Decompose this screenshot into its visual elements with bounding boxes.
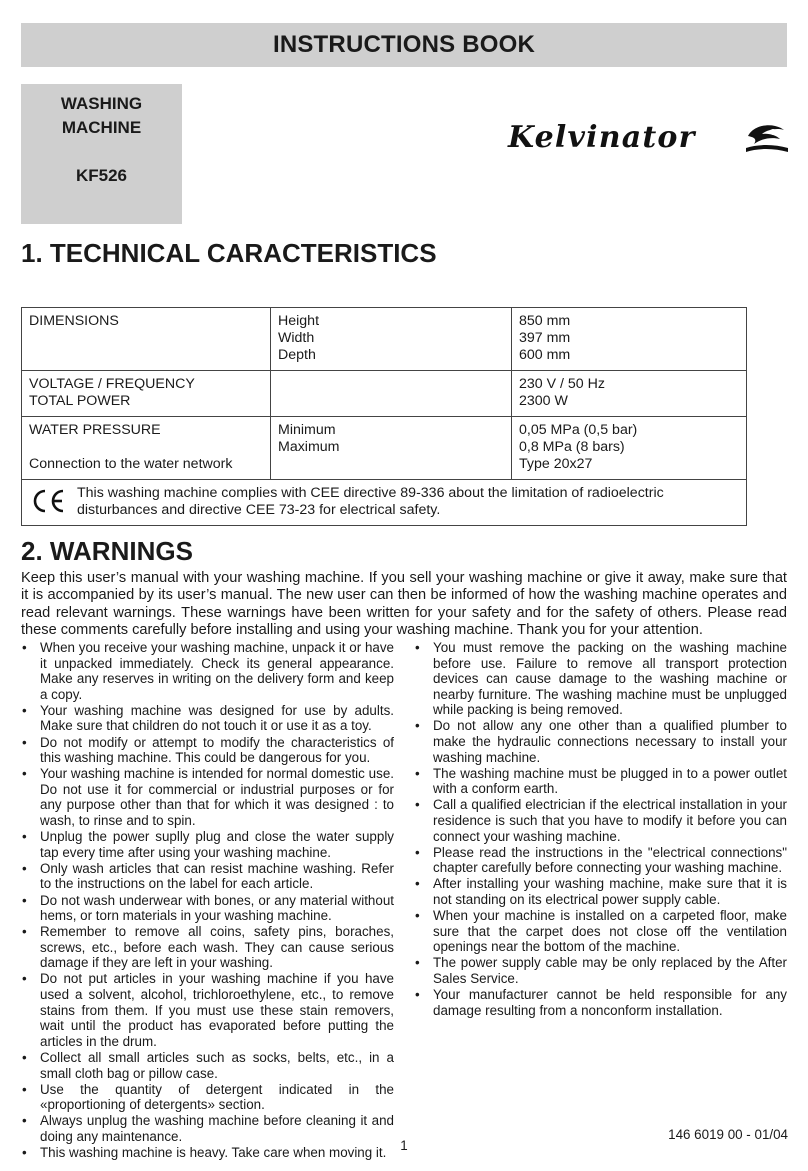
- page-number: 1: [400, 1138, 408, 1153]
- bullet-icon: •: [22, 702, 27, 718]
- warning-item: [414, 876, 787, 907]
- spec-line: DIMENSIONS: [29, 313, 119, 329]
- warning-text: Please read the instructions in the "electrical connections" chapter carefully before connecting your washing machine.: [433, 844, 787, 876]
- warning-item: [414, 797, 787, 844]
- warning-text: Call a qualified electrician if the electrical installation in your residence is such that you have to modify it before you can connect your washing machine.: [433, 797, 787, 844]
- spec-cell: [271, 308, 512, 371]
- spec-line: Maximum: [278, 439, 340, 455]
- spec-cell: [271, 417, 512, 480]
- spec-line: VOLTAGE / FREQUENCY: [29, 376, 195, 392]
- spec-line: 0,05 MPa (0,5 bar): [519, 422, 638, 438]
- bullet-icon: •: [415, 987, 420, 1003]
- spec-cell: [271, 371, 512, 417]
- model-line-1: WASHING: [60, 94, 143, 113]
- section-title-technical: 1. TECHNICAL CARACTERISTICS: [21, 238, 437, 268]
- model-code: KF526: [75, 166, 128, 185]
- kelvinator-emblem-icon: [744, 122, 790, 156]
- ce-row: [22, 480, 747, 526]
- warning-text: When your machine is installed on a carpeted floor, make sure that the carpet does not close off the ventilation openings near the bottom of the machine.: [433, 908, 787, 955]
- warning-item: [21, 829, 394, 860]
- warning-text: After installing your washing machine, make sure that it is not standing on its electrical power supply cable.: [433, 876, 787, 907]
- warning-text: This washing machine is heavy. Take care when moving it.: [40, 1145, 387, 1160]
- ce-compliance-note: This washing machine complies with CEE directive 89-336 about the limitation of radioelectric disturbances and directive CEE 73-23 for electrical safety.: [77, 485, 664, 518]
- bullet-icon: •: [22, 640, 27, 655]
- warning-text: Your manufacturer cannot be held responsible for any damage resulting from a nonconform installation.: [433, 987, 787, 1018]
- warnings-left-column: [21, 640, 394, 1161]
- warning-text: Only wash articles that can resist machine washing. Refer to the instructions on the label for each article.: [40, 860, 394, 892]
- spec-line: 2300 W: [519, 393, 568, 409]
- spec-cell: [512, 371, 747, 417]
- document-reference: 146 6019 00 - 01/04: [668, 1127, 788, 1142]
- bullet-icon: •: [415, 844, 420, 860]
- warnings-right-column: [414, 640, 787, 1019]
- spec-line: Type 20x27: [519, 456, 593, 472]
- bullet-icon: •: [22, 1049, 27, 1065]
- warning-item: [21, 1082, 394, 1113]
- warning-item: [21, 703, 394, 734]
- warning-text: The washing machine must be plugged in to a power outlet with a conform earth.: [433, 765, 787, 797]
- warning-item: [414, 987, 787, 1018]
- warning-item: [21, 971, 394, 1049]
- spec-line: Depth: [278, 347, 316, 363]
- bullet-icon: •: [22, 971, 27, 987]
- document-title: INSTRUCTIONS BOOK: [272, 31, 536, 58]
- warning-text: Your washing machine is intended for normal domestic use. Do not use it for commercial or industrial purposes or for any purpose other than that for which it was designed : to wash, to rinse and to spin.: [40, 766, 394, 829]
- spec-cell: [22, 308, 271, 371]
- warning-text: You must remove the packing on the washing machine before use. Failure to remove all transport protection devices can cause damage to the washing machine or nearby furniture. The washing machine must be unplugged while packing is being removed.: [433, 640, 787, 718]
- warning-item: [414, 955, 787, 986]
- warnings-intro: Keep this user’s manual with your washing machine. If you sell your washing machine or give it away, make sure that it is accompanied by its user’s manual. The new user can then be informed of how the washing machine operates and read relevant warnings. These warnings have been written for your safety and for the safety of others. Please read these comments carefully before installing and using your washing machine. Thank you for your attention.: [21, 570, 787, 638]
- warning-text: Your washing machine was designed for use by adults. Make sure that children do not touch it or use it as a toy.: [40, 702, 394, 734]
- model-line-2: MACHINE: [61, 118, 142, 137]
- warning-item: [414, 766, 787, 797]
- spec-cell: [22, 417, 271, 480]
- spec-line: Width: [278, 330, 315, 346]
- warning-item: [414, 640, 787, 718]
- warning-text: Use the quantity of detergent indicated in the «proportioning of detergents» section.: [40, 1081, 394, 1113]
- spec-line: [29, 439, 263, 456]
- warning-text: The power supply cable may be only replaced by the After Sales Service.: [433, 955, 787, 986]
- warning-text: Unplug the power suplly plug and close the water supply tap every time after using your washing machine.: [40, 829, 394, 860]
- spec-line: Connection to the water network: [29, 456, 233, 472]
- brand-logo: [508, 118, 790, 162]
- header-bar: [21, 23, 787, 67]
- spec-line: 600 mm: [519, 347, 571, 363]
- technical-table: [21, 307, 747, 526]
- spec-line: 0,8 MPa (8 bars): [519, 439, 625, 455]
- warning-item: [414, 718, 787, 765]
- spec-line: Minimum: [278, 422, 336, 438]
- bullet-icon: •: [22, 734, 27, 750]
- bullet-icon: •: [22, 860, 27, 876]
- bullet-icon: •: [22, 924, 27, 940]
- warning-item: [21, 1050, 394, 1081]
- bullet-icon: •: [415, 908, 420, 924]
- warning-item: [21, 766, 394, 828]
- warning-item: [414, 845, 787, 876]
- warning-text: Collect all small articles such as socks, belts, etc., in a small cloth bag or pillow case.: [40, 1049, 394, 1081]
- spec-row: [22, 417, 747, 480]
- warning-item: [414, 908, 787, 955]
- spec-line: Height: [278, 313, 320, 329]
- warning-item: [21, 893, 394, 924]
- bullet-icon: •: [22, 1145, 27, 1160]
- warning-item: [21, 640, 394, 702]
- warning-text: Do not put articles in your washing machine if you have used a solvent, alcohol, trichloroethylene, etc., to remove stains from them. If you must use these stain removers, wait until the product has evaporated before putting the articles in the drum.: [40, 971, 394, 1049]
- brand-name: Kelvinator: [508, 120, 696, 155]
- spec-cell: [512, 308, 747, 371]
- section-title-warnings: 2. WARNINGS: [21, 536, 193, 566]
- spec-row: [22, 371, 747, 417]
- bullet-icon: •: [22, 829, 27, 845]
- warning-item: [21, 861, 394, 892]
- bullet-icon: •: [415, 797, 420, 813]
- bullet-icon: •: [22, 892, 27, 908]
- bullet-icon: •: [22, 1081, 27, 1097]
- spec-line: WATER PRESSURE: [29, 422, 161, 438]
- bullet-icon: •: [415, 955, 420, 971]
- warning-text: When you receive your washing machine, unpack it or have it unpacked immediately. Check its general appearance. Make any reserves in writing on the delivery form and keep a copy.: [40, 640, 394, 702]
- spec-line: 850 mm: [519, 313, 571, 329]
- spec-line: TOTAL POWER: [29, 393, 131, 409]
- ce-mark-icon: [29, 486, 67, 516]
- warning-item: [21, 924, 394, 971]
- warning-text: Remember to remove all coins, safety pins, boraches, screws, etc., before each wash. They can cause serious damage if they are left in your washing.: [40, 924, 394, 971]
- bullet-icon: •: [415, 640, 420, 655]
- spec-row: [22, 308, 747, 371]
- warning-text: Always unplug the washing machine before cleaning it and doing any maintenance.: [40, 1113, 394, 1144]
- model-box: [21, 84, 182, 224]
- warning-text: Do not wash underwear with bones, or any material without hems, or torn materials in your washing machine.: [40, 892, 394, 924]
- warning-item: [21, 735, 394, 766]
- spec-cell: [512, 417, 747, 480]
- bullet-icon: •: [415, 876, 420, 892]
- warning-text: Do not modify or attempt to modify the characteristics of this washing machine. This could be dangerous for you.: [40, 734, 394, 766]
- bullet-icon: •: [22, 766, 27, 782]
- bullet-icon: •: [415, 765, 420, 781]
- spec-line: 397 mm: [519, 330, 571, 346]
- warning-text: Do not allow any one other than a qualified plumber to make the hydraulic connections necessary to install your washing machine.: [433, 718, 787, 765]
- spec-line: 230 V / 50 Hz: [519, 376, 605, 392]
- spec-cell: [22, 371, 271, 417]
- bullet-icon: •: [22, 1113, 27, 1129]
- bullet-icon: •: [415, 718, 420, 734]
